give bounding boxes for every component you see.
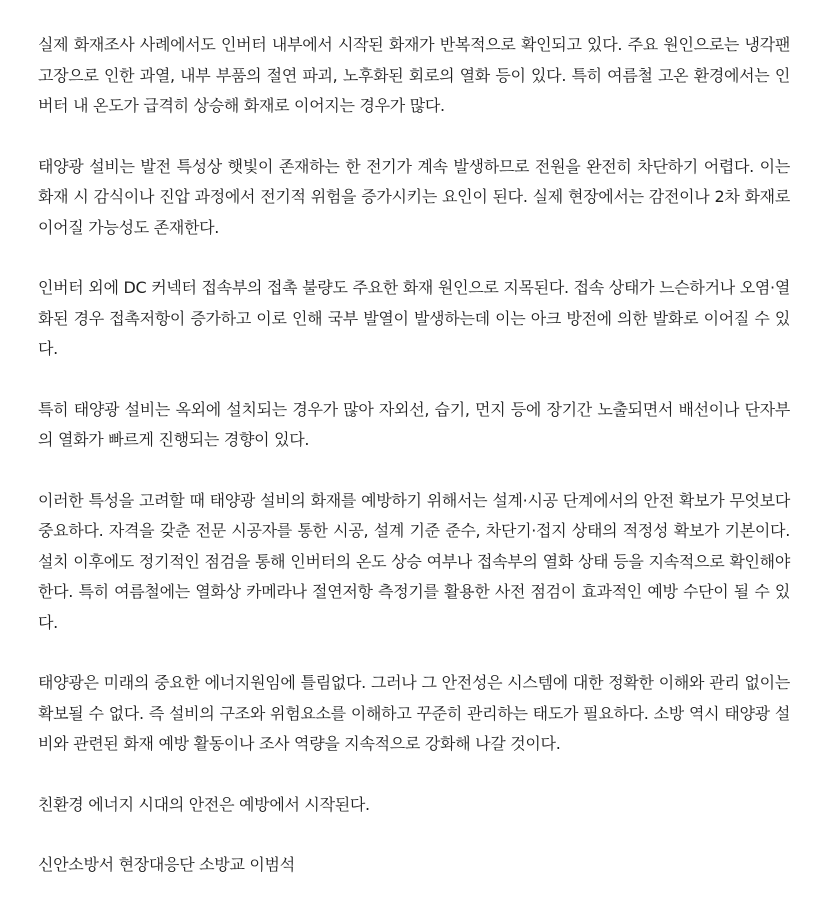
paragraph-power-cutoff-risk: 태양광 설비는 발전 특성상 햇빛이 존재하는 한 전기가 계속 발생하므로 전원을 완전히 차단하기 어렵다. 이는 화재 시 감식이나 진압 과정에서 전기적 위험을 증가시키는 요인이 된다. 실제 현장에서는 감전이나 2차 화재로 이어질 가능성도 존재한다. — [38, 156, 790, 237]
paragraph-prevention-measures: 이러한 특성을 고려할 때 태양광 설비의 화재를 예방하기 위해서는 설계·시공 단계에서의 안전 확보가 무엇보다 중요하다. 자격을 갖춘 전문 시공자를 통한 시공, 설계 기준 준수, 차단기·접지 상태의 적정성 확보가 기본이다. 설치 이후에도 정기적인 점검을 통해 인버터의 온도 상승 여부나 접속부의 열화 상태 등을 지속적으로 확인해야 한다. 특히 여름철에는 열화상 카메라나 절연저항 측정기를 활용한 사전 점검이 효과적인 예방 수단이 될 수 있다. — [38, 490, 790, 632]
paragraph-outdoor-degradation: 특히 태양광 설비는 옥외에 설치되는 경우가 많아 자외선, 습기, 먼지 등에 장기간 노출되면서 배선이나 단자부의 열화가 빠르게 진행되는 경향이 있다. — [38, 399, 790, 449]
paragraph-closing-statement: 친환경 에너지 시대의 안전은 예방에서 시작된다. — [38, 794, 370, 814]
article-body — [38, 30, 790, 881]
paragraph-dc-connector: 인버터 외에 DC 커넥터 접속부의 접촉 불량도 주요한 화재 원인으로 지목된다. 접속 상태가 느슨하거나 오염·열화된 경우 접촉저항이 증가하고 이로 인해 국부 발열이 발생하는데 이는 아크 방전에 의한 발화로 이어질 수 있다. — [38, 278, 790, 358]
paragraph-future-energy-safety: 태양광은 미래의 중요한 에너지원임에 틀림없다. 그러나 그 안전성은 시스템에 대한 정확한 이해와 관리 없이는 확보될 수 없다. 즉 설비의 구조와 위험요소를 이해하고 꾸준히 관리하는 태도가 필요하다. 소방 역시 태양광 설비와 관련된 화재 예방 활동이나 조사 역량을 지속적으로 강화해 나갈 것이다. — [38, 673, 790, 753]
paragraph-inverter-fire-cases: 실제 화재조사 사례에서도 인버터 내부에서 시작된 화재가 반복적으로 확인되고 있다. 주요 원인으로는 냉각팬 고장으로 인한 과열, 내부 부품의 절연 파괴, 노후화된 회로의 열화 등이 있다. 특히 여름철 고온 환경에서는 인버터 내 온도가 급격히 상승해 화재로 이어지는 경우가 많다. — [38, 35, 790, 115]
author-signature: 신안소방서 현장대응단 소방교 이범석 — [38, 855, 295, 874]
